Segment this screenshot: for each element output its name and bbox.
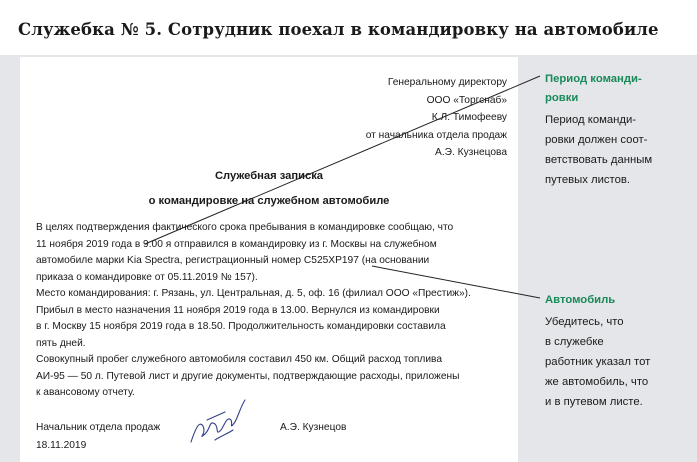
memo-title: Служебная записка (214, 170, 324, 182)
signature-date: 18.11.2019 (36, 440, 87, 451)
note-car-text (545, 312, 685, 412)
note-body-line: Период команди- (545, 114, 637, 126)
note-period-heading (545, 70, 675, 108)
note-car-heading (545, 291, 615, 310)
body-line: Место командирования: г. Рязань, ул. Центральная, д. 5, оф. 16 (филиал ООО «Престиж»). (36, 288, 471, 299)
addressee-line: ООО «Торгснаб» (426, 94, 507, 106)
page-title: Служебка № 5. Сотрудник поехал в командировку на автомобиле (18, 20, 659, 39)
note-body-line: в служебке (545, 336, 604, 348)
body-line: Прибыл в место назначения 11 ноября 2019 года в 13.00. Вернулся из командировки (36, 304, 440, 316)
addressee-line: от начальника отдела продаж (365, 129, 507, 141)
body-line: автомобиле марки Kia Spectra, регистрационный номер С525ХР197 (на основании (36, 255, 430, 266)
signature-position: Начальник отдела продаж (36, 422, 161, 433)
note-body-line: же автомобиль, что (545, 376, 649, 388)
note-heading-line: ровки (545, 92, 579, 104)
note-body-line: Убедитесь, что (545, 316, 624, 328)
addressee-line: А.Э. Кузнецова (435, 147, 507, 158)
note-body-line: ветствовать данным (545, 154, 653, 166)
callout-line-car (372, 266, 540, 298)
note-body-line: работник указал тот (545, 356, 651, 368)
note-period-text (545, 110, 675, 190)
body-line: к авансовому отчету. (36, 387, 135, 398)
addressee-line: К.Л. Тимофееву (431, 112, 507, 123)
note-heading-line: Период команди- (545, 73, 642, 85)
signature-name: А.Э. Кузнецов (280, 422, 347, 433)
note-heading-line: Автомобиль (545, 294, 616, 306)
note-body-line: ровки должен соот- (545, 134, 648, 146)
addressee-line: Генеральному директору (387, 77, 507, 88)
note-body-line: и в путевом листе. (545, 396, 643, 408)
body-line: 11 ноября 2019 года в 9.00 я отправился в командировку из г. Москвы на служебном (36, 238, 437, 250)
body-line: в г. Москву 15 ноября 2019 года в 18.50. Продолжительность командировки составила (36, 321, 446, 332)
body-line: приказа о командировке от 05.11.2019 № 157). (36, 271, 258, 283)
body-line: пять дней. (36, 337, 86, 349)
note-body-line: путевых листов. (545, 174, 631, 186)
memo-subtitle: о командировке на служебном автомобиле (148, 195, 390, 207)
callout-line-period (145, 76, 540, 244)
body-line: Совокупный пробег служебного автомобиля составил 450 км. Общий расход топлива (36, 354, 443, 365)
body-line: В целях подтверждения фактического срока пребывания в командировке сообщаю, что (36, 222, 454, 233)
body-line: АИ-95 — 50 л. Путевой лист и другие документы, подтверждающие расходы, приложены (36, 370, 460, 382)
